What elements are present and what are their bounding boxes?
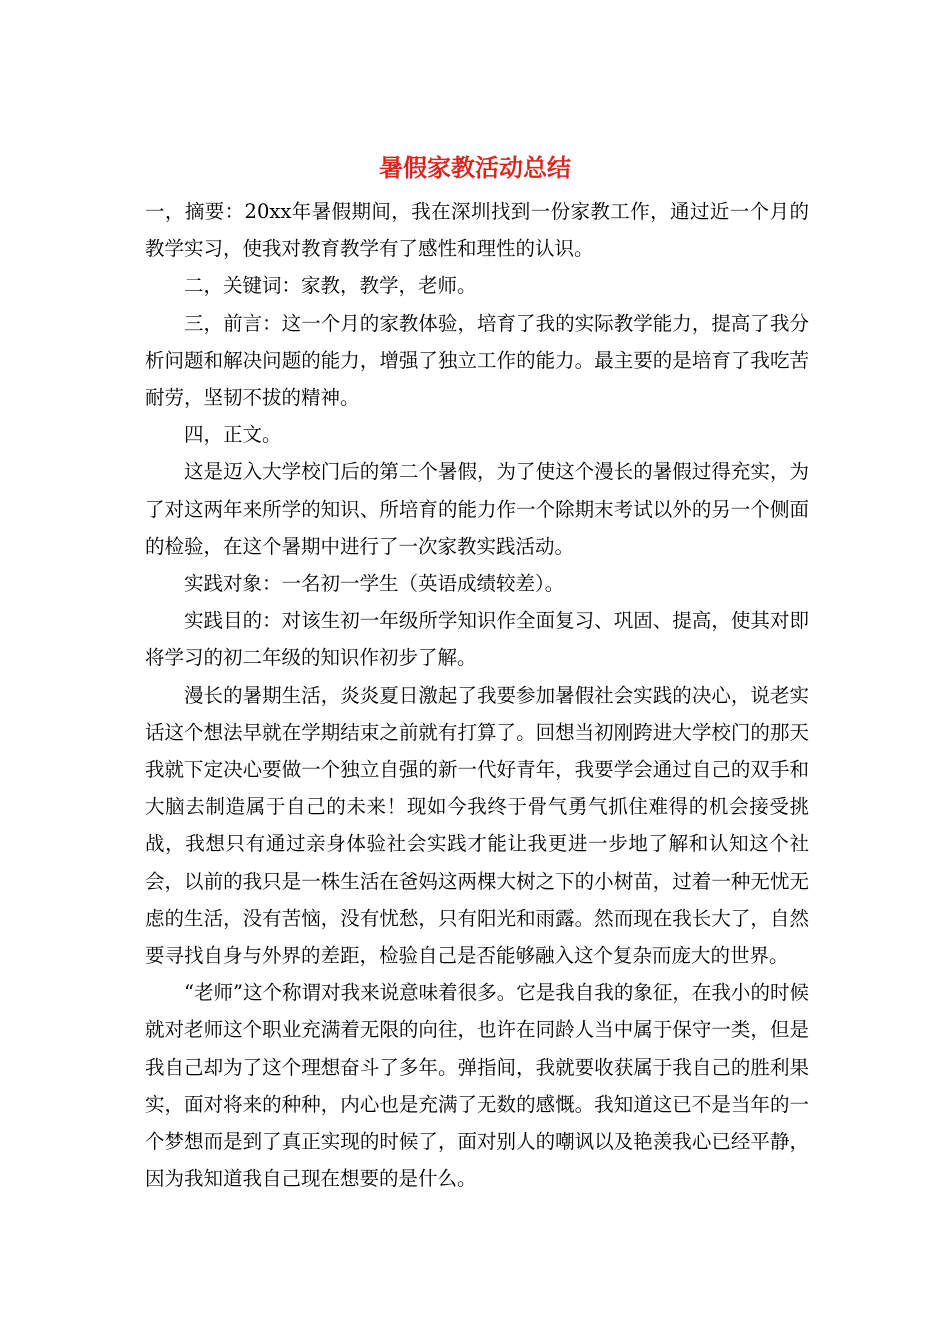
paragraph-practice-target: 实践对象：一名初一学生（英语成绩较差）。 [184,572,565,596]
paragraph-intro: 这是迈入大学校门后的第二个暑假，为了使这个漫长的暑假过得充实，为了对这两年来所学的知识、所培育的能力作一个除期末考试以外的另一个侧面的检验，在这个暑期中进行了一次家教实践活动。 [145,460,809,558]
document-title: 暑假家教活动总结 [379,153,571,182]
paragraph-practice-goal: 实践目的：对该生初一年级所学知识作全面复习、巩固、提高，使其对即将学习的初二年级的知识作初步了解。 [145,609,809,670]
paragraph-abstract: 一，摘要：20xx年暑假期间，我在深圳找到一份家教工作，通过近一个月的教学实习，使我对教育教学有了感性和理性的认识。 [145,200,809,261]
paragraph-summer-life: 漫长的暑期生活，炎炎夏日激起了我要参加暑假社会实践的决心，说老实话这个想法早就在学期结束之前就有打算了。回想当初刚跨进大学校门的那天我就下定决心要做一个独立自强的新一代好青年，我要学会通过自己的双手和大脑去制造属于自己的未来！现如今我终于骨气勇气抓住难得的机会接受挑战，我想只有通过亲身体验社会实践才能让我更进一步地了解和认知这个社会，以前的我只是一株生活在爸妈这两棵大树之下的小树苗，过着一种无忧无虑的生活，没有苦恼，没有忧愁，只有阳光和雨露。然而现在我长大了，自然要寻找自身与外界的差距，检验自己是否能够融入这个复杂而庞大的世界。 [145,683,809,968]
paragraph-preface: 三，前言：这一个月的家教体验，培育了我的实际教学能力，提高了我分析问题和解决问题的能力，增强了独立工作的能力。最主要的是培育了我吃苦耐劳，坚韧不拔的精神。 [145,311,809,410]
paragraph-main-heading: 四，正文。 [184,423,282,447]
paragraph-keywords: 二，关键词：家教，教学，老师。 [184,274,477,298]
document-body [145,193,809,1197]
paragraph-teacher: “老师”这个称谓对我来说意味着很多。它是我自我的象征，在我小的时候就对老师这个职业充满着无限的向往，也许在同龄人当中属于保守一类，但是我自己却为了这个理想奋斗了多年。弹指间，我就要收获属于我自己的胜利果实，面对将来的种种，内心也是充满了无数的感慨。我知道这已不是当年的一个梦想而是到了真正实现的时候了，面对别人的嘲讽以及艳羡我心已经平静，因为我知道我自己现在想要的是什么。 [145,981,809,1191]
